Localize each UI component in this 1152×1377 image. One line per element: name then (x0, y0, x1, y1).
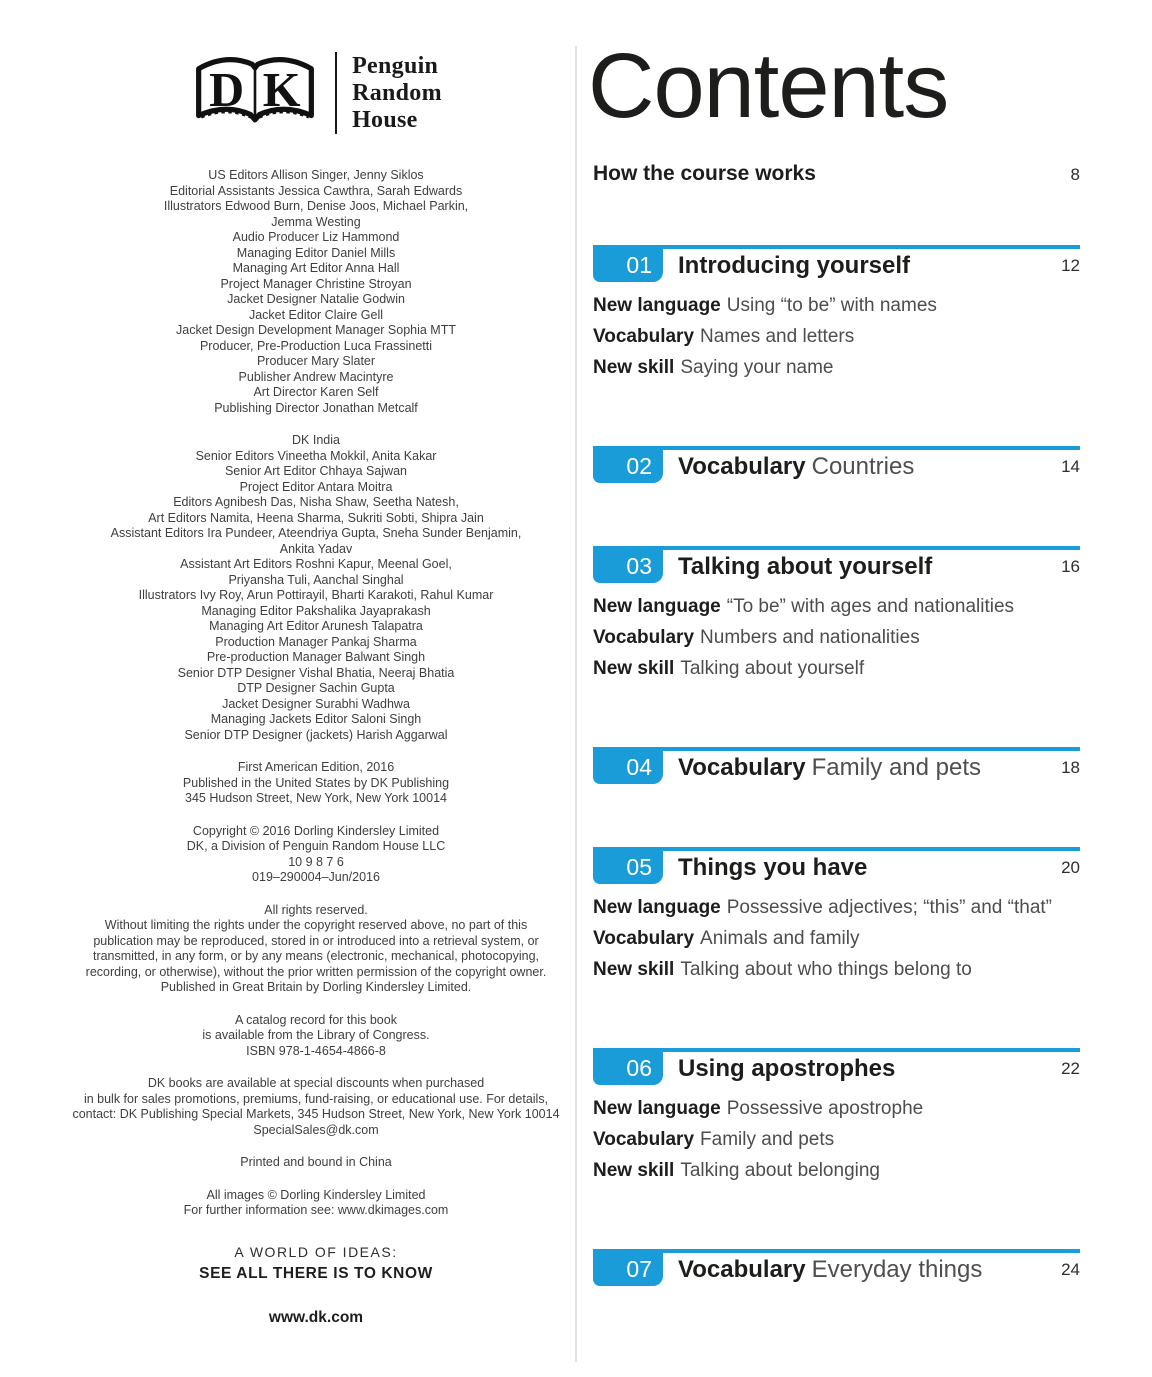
detail-label: Vocabulary (593, 928, 695, 949)
unit-title: Vocabulary Everyday things (678, 1255, 983, 1283)
toc-unit-02 (593, 446, 1080, 483)
unit-number-badge: 03 (593, 550, 663, 583)
unit-details (593, 1093, 1080, 1186)
unit-details (593, 892, 1080, 985)
text-line: All images © Dorling Kindersley Limited (206, 1187, 426, 1202)
unit-detail-row (593, 622, 1080, 653)
text-line: DK India (292, 433, 340, 447)
text-line: DK books are available at special discounts when purchased (147, 1076, 485, 1090)
unit-page-number: 16 (1061, 556, 1080, 576)
text-line: Jacket Design Development Manager Sophia MTT (176, 323, 456, 337)
toc-unit-07 (593, 1249, 1080, 1286)
text-line: Jacket Designer Natalie Godwin (227, 292, 405, 306)
text-line: recording, or otherwise), without the prior written permission of the copyright owner. (85, 964, 547, 979)
text-line: Editorial Assistants Jessica Cawthra, Sarah Edwards (169, 183, 463, 198)
detail-text: Possessive apostrophe (726, 1098, 924, 1119)
text-line: Priyansha Tuli, Aanchal Singhal (228, 572, 404, 587)
text-line: Senior Art Editor Chhaya Sajwan (224, 464, 408, 478)
rights-section (56, 903, 576, 996)
text-line: Published in Great Britain by Dorling Kindersley Limited. (160, 980, 472, 994)
unit-title: Things you have (678, 853, 868, 881)
text-line: Project Editor Antara Moitra (239, 479, 393, 494)
unit-header (593, 450, 1080, 483)
detail-text: Animals and family (700, 928, 860, 949)
printed-section (56, 1155, 576, 1171)
text-line: Production Manager Pankaj Sharma (215, 634, 417, 649)
detail-text: Names and letters (700, 326, 855, 347)
unit-number-badge: 06 (593, 1052, 663, 1085)
unit-title: Vocabulary Countries (678, 452, 915, 480)
detail-label: Vocabulary (593, 1129, 695, 1150)
text-line: 10 9 8 7 6 (288, 854, 344, 869)
contents-column (588, 35, 1080, 1349)
dk-india-credits-section (56, 433, 576, 743)
text-line: Printed and bound in China (240, 1155, 392, 1169)
logo-divider (335, 52, 337, 134)
unit-subtitle: Countries (811, 452, 915, 480)
unit-header (593, 249, 1080, 282)
detail-text: Talking about belonging (680, 1160, 880, 1181)
text-line: Published in the United States by DK Publishing (182, 775, 450, 790)
unit-page-number: 18 (1061, 757, 1080, 777)
text-line: Managing Art Editor Arunesh Talapatra (209, 619, 423, 633)
unit-title: Using apostrophes (678, 1054, 896, 1082)
copyright-section (56, 824, 576, 886)
detail-text: Talking about yourself (680, 658, 865, 679)
detail-label: New skill (593, 1160, 675, 1181)
text-line: in bulk for sales promotions, premiums, fund-raising, or educational use. For details, (83, 1091, 549, 1106)
dk-book-logo-icon (190, 48, 320, 138)
text-line: Managing Jackets Editor Saloni Singh (210, 712, 422, 726)
text-line: Pre-production Manager Balwant Singh (206, 650, 426, 664)
text-line: ISBN 978-1-4654-4866-8 (246, 1043, 386, 1058)
unit-detail-row (593, 653, 1080, 684)
detail-label: New language (593, 295, 721, 316)
detail-text: Saying your name (680, 357, 834, 378)
text-line: Illustrators Edwood Burn, Denise Joos, Michael Parkin, (163, 199, 469, 213)
unit-title: Talking about yourself (678, 552, 933, 580)
unit-number-badge: 02 (593, 450, 663, 483)
how-works-label: How the course works (593, 162, 816, 185)
image-credit-section (56, 1188, 576, 1219)
unit-subtitle: Family and pets (811, 753, 982, 781)
unit-detail-row (593, 321, 1080, 352)
text-line: A catalog record for this book (235, 1012, 397, 1027)
text-line: Senior Editors Vineetha Mokkil, Anita Kakar (195, 448, 437, 463)
unit-header (593, 851, 1080, 884)
text-line: Project Manager Christine Stroyan (220, 276, 412, 291)
detail-text: Talking about who things belong to (680, 959, 972, 980)
text-line: publication may be reproduced, stored in or introduced into a retrieval system, or (93, 933, 539, 948)
unit-number-badge: 01 (593, 249, 663, 282)
text-line: is available from the Library of Congress. (202, 1028, 430, 1042)
text-line: Managing Art Editor Anna Hall (232, 261, 400, 275)
unit-detail-row (593, 591, 1080, 622)
text-line: Without limiting the rights under the copyright reserved above, no part of this (104, 918, 528, 932)
toc-unit-05 (593, 847, 1080, 985)
unit-subtitle: Everyday things (811, 1255, 983, 1283)
publisher-logo-row (56, 48, 576, 138)
imprint-line: Random (352, 79, 442, 106)
svg-text:D: D (209, 64, 245, 117)
unit-title: Vocabulary Family and pets (678, 753, 982, 781)
text-line: DTP Designer Sachin Gupta (237, 681, 395, 695)
unit-detail-row (593, 1124, 1080, 1155)
unit-detail-row (593, 954, 1080, 985)
text-line: 345 Hudson Street, New York, New York 10014 (185, 791, 447, 805)
imprint-column (56, 48, 576, 1327)
imprint-line: House (352, 106, 418, 133)
text-line: Art Editors Namita, Heena Sharma, Sukriti Sobti, Shipra Jain (148, 510, 484, 525)
text-line: Publisher Andrew Macintyre (238, 369, 394, 384)
unit-details (593, 591, 1080, 684)
unit-title: Introducing yourself (678, 251, 911, 279)
tagline-line-1: A WORLD OF IDEAS: (234, 1243, 398, 1260)
unit-page-number: 14 (1061, 456, 1080, 476)
detail-text: “To be” with ages and nationalities (726, 596, 1015, 617)
text-line: Senior DTP Designer (jackets) Harish Aggarwal (184, 727, 448, 742)
special-sales-section (56, 1076, 576, 1138)
detail-text: Possessive adjectives; “this” and “that” (726, 897, 1052, 918)
tagline-line-2: SEE ALL THERE IS TO KNOW (199, 1264, 433, 1282)
unit-detail-row (593, 1093, 1080, 1124)
text-line: Publishing Director Jonathan Metcalf (214, 400, 418, 415)
text-line: For further information see: www.dkimages.com (183, 1203, 449, 1217)
unit-detail-row (593, 923, 1080, 954)
detail-label: Vocabulary (593, 326, 695, 347)
text-line: Managing Editor Pakshalika Jayaprakash (201, 603, 431, 618)
unit-header (593, 751, 1080, 784)
text-line: Jemma Westing (271, 214, 361, 229)
text-line: First American Edition, 2016 (237, 760, 395, 774)
unit-page-number: 24 (1061, 1259, 1080, 1279)
text-line: 019–290004–Jun/2016 (252, 870, 380, 884)
dk-website-link[interactable]: www.dk.com (268, 1308, 364, 1326)
edition-section (56, 760, 576, 807)
penguin-random-house-wordmark (352, 53, 442, 134)
unit-details (593, 290, 1080, 383)
text-line: SpecialSales@dk.com (253, 1122, 379, 1137)
toc-unit-list (593, 245, 1080, 1286)
us-credits-section (56, 168, 576, 416)
unit-page-number: 20 (1061, 857, 1080, 877)
text-line: Jacket Designer Surabhi Wadhwa (222, 696, 410, 711)
toc-unit-04 (593, 747, 1080, 784)
text-line: Assistant Editors Ira Pundeer, Ateendriya Gupta, Sneha Sunder Benjamin, (110, 526, 522, 540)
detail-label: New skill (593, 959, 675, 980)
catalog-section (56, 1013, 576, 1060)
text-line: transmitted, in any form, or by any means (electronic, mechanical, photocopying, (92, 949, 540, 963)
text-line: Managing Editor Daniel Mills (236, 245, 396, 260)
unit-header (593, 1253, 1080, 1286)
text-line: US Editors Allison Singer, Jenny Siklos (208, 168, 424, 182)
unit-detail-row (593, 1155, 1080, 1186)
detail-label: New skill (593, 357, 675, 378)
detail-label: New language (593, 897, 721, 918)
unit-detail-row (593, 892, 1080, 923)
toc-unit-06 (593, 1048, 1080, 1186)
unit-page-number: 12 (1061, 255, 1080, 275)
text-line: Editors Agnibesh Das, Nisha Shaw, Seetha Natesh, (173, 495, 459, 509)
detail-label: Vocabulary (593, 627, 695, 648)
detail-text: Family and pets (700, 1129, 835, 1150)
toc-unit-01 (593, 245, 1080, 383)
unit-page-number: 22 (1061, 1058, 1080, 1078)
unit-number-badge: 05 (593, 851, 663, 884)
unit-header (593, 1052, 1080, 1085)
unit-header (593, 550, 1080, 583)
imprint-line: Penguin (352, 52, 439, 79)
text-line: DK, a Division of Penguin Random House LLC (186, 839, 446, 853)
text-line: All rights reserved. (264, 902, 368, 917)
text-line: Art Director Karen Self (253, 385, 379, 399)
detail-label: New skill (593, 658, 675, 679)
text-line: Copyright © 2016 Dorling Kindersley Limited (192, 823, 440, 838)
detail-text: Using “to be” with names (726, 295, 937, 316)
text-line: Senior DTP Designer Vishal Bhatia, Neeraj Bhatia (177, 665, 455, 680)
text-line: Producer Mary Slater (256, 354, 376, 368)
text-line: Jacket Editor Claire Gell (248, 307, 384, 322)
svg-text:K: K (262, 64, 301, 117)
text-line: Illustrators Ivy Roy, Arun Pottirayil, Bharti Karakoti, Rahul Kumar (138, 588, 494, 602)
unit-detail-row (593, 352, 1080, 383)
toc-unit-03 (593, 546, 1080, 684)
text-line: contact: DK Publishing Special Markets, 345 Hudson Street, New York, New York 10014 (72, 1107, 560, 1121)
how-works-page-number: 8 (1070, 165, 1080, 184)
text-line: Audio Producer Liz Hammond (232, 230, 400, 244)
unit-detail-row (593, 290, 1080, 321)
dk-tagline (56, 1243, 576, 1283)
unit-number-badge: 04 (593, 751, 663, 784)
text-line: Ankita Yadav (279, 541, 353, 556)
detail-text: Numbers and nationalities (700, 627, 920, 648)
unit-number-badge: 07 (593, 1253, 663, 1286)
detail-label: New language (593, 596, 721, 617)
detail-label: New language (593, 1098, 721, 1119)
text-line: Assistant Art Editors Roshni Kapur, Meenal Goel, (180, 557, 452, 571)
text-line: Producer, Pre-Production Luca Frassinetti (199, 338, 433, 353)
page-title: Contents (588, 35, 949, 137)
how-the-course-works-row (593, 162, 1080, 186)
